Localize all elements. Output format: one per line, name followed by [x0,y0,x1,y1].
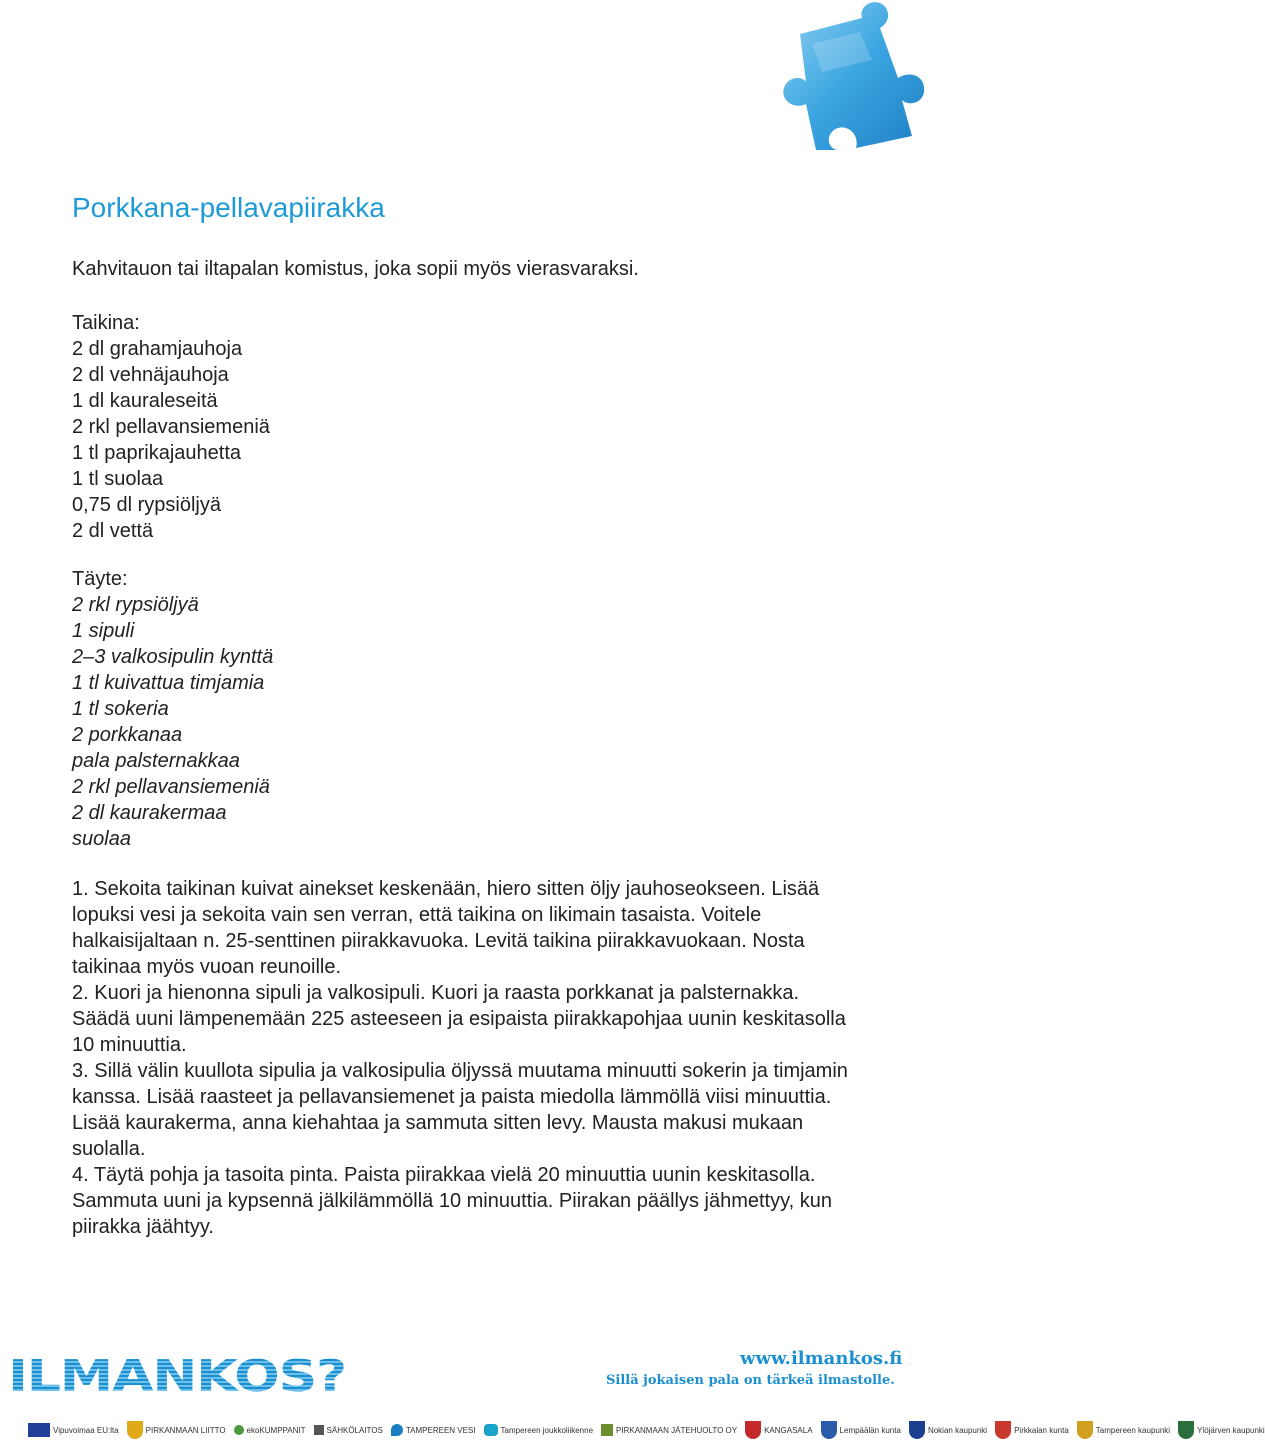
sponsor-name: PIRKANMAAN LIITTO [145,1425,226,1435]
ilmankos-logo-text: ILMANKOS? [8,1351,346,1402]
filling-item: 2 dl kaurakermaa [72,802,227,824]
dough-item: 2 rkl pellavansiemeniä [72,416,270,438]
dough-heading: Taikina: [72,312,140,334]
sponsor-name: Vipuvoimaa EU:lta [53,1425,119,1435]
sponsor-logo [234,1425,306,1435]
sponsor-name: Pirkkalan kunta [1014,1425,1069,1435]
sponsor-logo [484,1424,594,1436]
sponsor-name: Lempäälän kunta [839,1425,901,1435]
sponsor-logo [1077,1421,1170,1439]
sponsor-logo [745,1421,812,1439]
nokia-crest-icon [909,1421,925,1439]
sponsor-logo [909,1421,987,1439]
sponsor-logo [28,1423,119,1437]
filling-item: 1 tl kuivattua timjamia [72,672,265,694]
filling-item: 2 porkkanaa [72,724,183,746]
filling-item: 2 rkl pellavansiemeniä [72,776,270,798]
sponsor-logo [314,1425,383,1435]
sponsor-name: Tampereen joukkoliikenne [500,1425,594,1435]
dough-section [72,310,270,544]
sponsor-name: SÄHKÖLAITOS [326,1425,383,1435]
sponsor-name: Ylöjärven kaupunki [1197,1425,1265,1435]
sponsor-logo [821,1421,901,1439]
sponsor-logo [995,1421,1069,1439]
sponsor-logo [601,1424,737,1436]
filling-heading: Täyte: [72,568,128,590]
instruction-step: 4. Täytä pohja ja tasoita pinta. Paista piirakkaa vielä 20 minuuttia uunin keskitasolla. Sammuta uuni ja kypsennä jälkilämmöllä 10 minuuttia. Piirakan päällys jähmettyy, kun piirakka jäähtyy. [72,1164,832,1238]
sponsor-name: TAMPEREEN VESI [405,1425,476,1435]
ekokumppanit-icon [234,1425,244,1435]
instruction-step: 3. Sillä välin kuullota sipulia ja valkosipulia öljyssä muutama minuutti sokerin ja timjamin kanssa. Lisää raasteet ja pellavansiemenet ja paista miedolla lämmöllä viisi minuuttia. Lisää kaurakerma, anna kiehahtaa ja sammuta sitten levy. Mausta makusi mukaan suolalla. [72,1060,848,1160]
pirkanmaa-crest-icon [127,1421,143,1439]
filling-item: 2 rkl rypsiöljyä [72,594,199,616]
filling-item: suolaa [72,828,131,850]
sponsor-logos [28,1414,1265,1446]
lempaala-crest-icon [821,1421,837,1439]
dough-item: 0,75 dl rypsiöljyä [72,494,221,516]
ilmankos-logo [8,1351,348,1402]
sponsor-name: KANGASALA [764,1425,813,1435]
eu-flag-icon [28,1423,50,1437]
dough-item: 2 dl grahamjauhoja [72,338,243,360]
dough-item: 2 dl vettä [72,520,154,542]
puzzle-piece-icon [752,0,960,150]
website-url[interactable]: www.ilmankos.fi [740,1348,903,1369]
sponsor-name: PIRKANMAAN JÄTEHUOLTO OY [616,1425,738,1435]
jatehuolto-icon [601,1424,613,1436]
slogan: Sillä jokaisen pala on tärkeä ilmastolle. [606,1373,895,1388]
dough-item: 2 dl vehnäjauhoja [72,364,229,386]
instructions-section [72,876,862,1240]
instruction-step: 2. Kuori ja hienonna sipuli ja valkosipuli. Kuori ja raasta porkkanat ja palsternakka. Säädä uuni lämpenemään 225 asteeseen ja esipaista piirakkapohjaa uunin keskitasolla 10 minuuttia. [72,982,846,1056]
recipe-title: Porkkana-pellavapiirakka [72,192,385,223]
ylojarvi-crest-icon [1178,1421,1194,1439]
bus-icon [484,1424,498,1436]
sponsor-logo [391,1424,476,1436]
sahkolaitos-icon [314,1425,324,1435]
sponsor-logo [1178,1421,1265,1439]
filling-item: 2–3 valkosipulin kynttä [72,646,274,668]
tampere-crest-icon [1077,1421,1093,1439]
filling-item: pala palsternakkaa [72,750,240,772]
recipe-content [72,190,872,1238]
dough-item: 1 tl suolaa [72,468,164,490]
recipe-subtitle: Kahvitauon tai iltapalan komistus, joka sopii myös vierasvaraksi. [72,258,639,280]
pirkkala-crest-icon [995,1421,1011,1439]
instruction-step: 1. Sekoita taikinan kuivat ainekset keskenään, hiero sitten öljy jauhoseokseen. Lisää lopuksi vesi ja sekoita vain sen verran, että taikina on likimain tasaista. Voitele halkaisijaltaan n. 25-senttinen piirakkavuoka. Levitä taikina piirakkavuokaan. Nosta taikinaa myös vuoan reunoille. [72,878,820,978]
vesi-icon [391,1424,403,1436]
kangasala-crest-icon [745,1421,761,1439]
filling-section [72,566,273,852]
sponsor-name: ekoKUMPPANIT [246,1425,306,1435]
sponsor-name: Tampereen kaupunki [1095,1425,1171,1435]
sponsor-name: Nokian kaupunki [927,1425,988,1435]
sponsor-logo [127,1421,226,1439]
filling-item: 1 tl sokeria [72,698,169,720]
filling-item: 1 sipuli [72,620,135,642]
dough-item: 1 dl kauraleseitä [72,390,218,412]
dough-item: 1 tl paprikajauhetta [72,442,242,464]
